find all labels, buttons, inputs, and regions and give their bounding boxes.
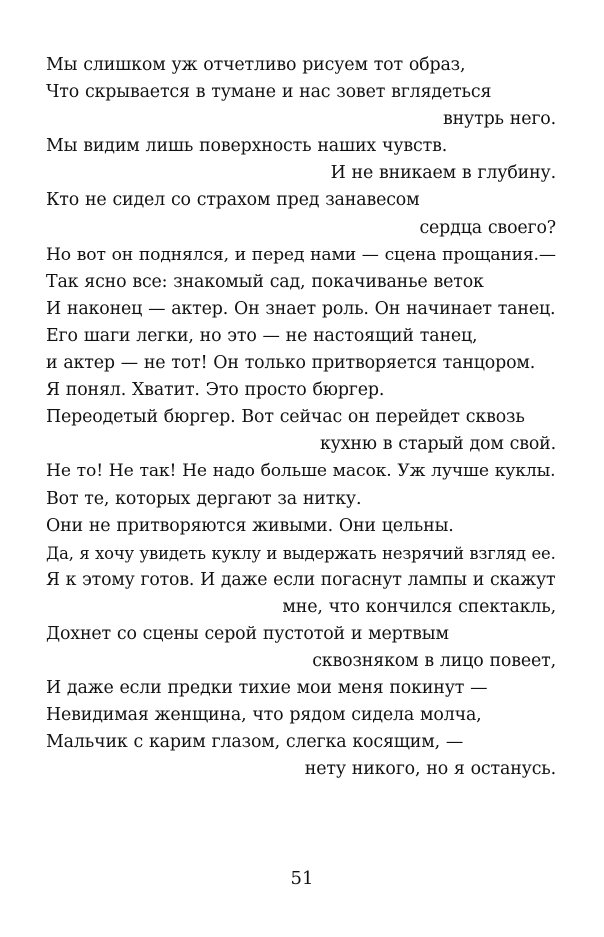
poem-line: Кто не сидел со страхом пред занавесом xyxy=(46,190,420,211)
poem-line: Невидимая женщина, что рядом сидела молча, xyxy=(46,705,482,726)
poem-line: Я понял. Хватит. Это просто бюргер. xyxy=(46,380,385,401)
poem-line: Я к этому готов. И даже если погаснут лампы и скажут xyxy=(46,569,556,590)
poem-line: Его шаги легки, но это — не настоящий танец, xyxy=(46,325,478,346)
poem-line: И даже если предки тихие мои меня покинут — xyxy=(46,678,488,699)
poem-line: Мальчик с карим глазом, слегка косящим, — xyxy=(46,732,464,753)
poem-line: Так ясно все: знакомый сад, покачиванье веток xyxy=(46,271,484,292)
poem-line: мне, что кончился спектакль, xyxy=(282,596,556,617)
poem-text xyxy=(46,52,556,784)
poem-line: Вот те, которых дергают за нитку. xyxy=(46,488,362,509)
poem-line: Мы видим лишь поверхность наших чувств. xyxy=(46,136,448,157)
poem-line: Но вот он поднялся, и перед нами — сцена прощания.— xyxy=(46,244,556,265)
poem-line: Не то! Не так! Не надо больше масок. Уж лучше куклы. xyxy=(46,461,556,482)
poem-line: сквозняком в лицо повеет, xyxy=(312,651,556,672)
poem-line: Переодетый бюргер. Вот сейчас он перейдет сквозь xyxy=(46,407,525,428)
poem-line: нету никого, но я останусь. xyxy=(304,759,556,780)
poem-line: И наконец — актер. Он знает роль. Он начинает танец. xyxy=(46,298,556,319)
poem-line: Мы слишком уж отчетливо рисуем тот образ, xyxy=(46,55,466,75)
poem-line: Да, я хочу увидеть куклу и выдержать незрячий взгляд ее. xyxy=(46,543,556,563)
poem-line: Дохнет со сцены серой пустотой и мертвым xyxy=(46,623,449,644)
poem-line: Что скрывается в тумане и нас зовет вглядеться xyxy=(46,82,492,103)
page-number: 51 xyxy=(290,868,314,889)
poem-line: и актер — не тот! Он только притворяется танцором. xyxy=(46,353,536,374)
poem-line: сердца своего? xyxy=(419,217,556,238)
poem-line: кухню в старый дом свой. xyxy=(319,434,556,455)
poem-line: внутрь него. xyxy=(442,109,556,130)
poem-line: И не вникаем в глубину. xyxy=(330,163,556,184)
poem-line: Они не притворяются живыми. Они цельны. xyxy=(46,515,454,536)
